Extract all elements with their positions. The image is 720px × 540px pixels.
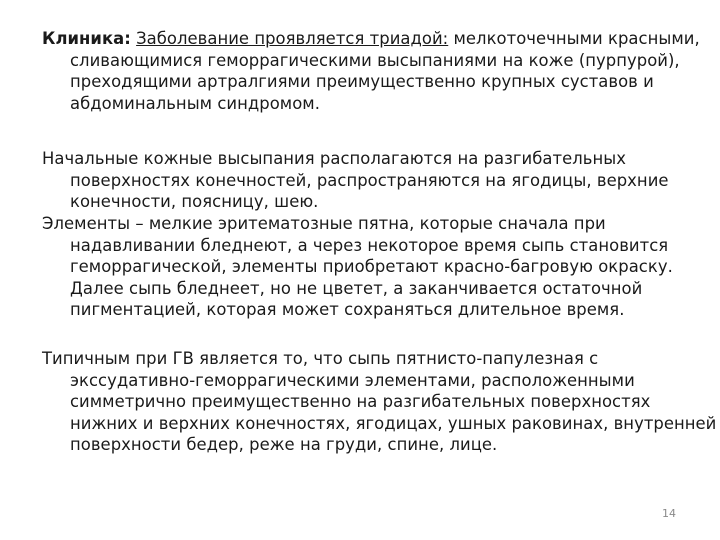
clinic-label: Клиника: (42, 29, 131, 48)
rash-elements-paragraph: Элементы – мелкие эритематозные пятна, которые сначала при надавливании бледнеют, а через некоторое время сыпь становится геморрагической, элементы приобретают красно-багровую окраску. Далее сыпь бледнеет, но не цветет, а заканчивается остаточной пигментацией, которая может сохраняться длительное время. (42, 214, 673, 319)
clinic-paragraph (42, 28, 720, 114)
clinic-underlined-text: Заболевание проявляется триадой: (136, 29, 449, 48)
clinic-text: мелкоточечными красными, сливающимися геморрагическими высыпаниями на коже (пурпурой), преходящими артралгиями преимущественно крупных суставов и абдоминальным синдромом. (70, 29, 700, 113)
rash-location-paragraph: Начальные кожные высыпания располагаются на разгибательных поверхностях конечностей, распространяются на ягодицы, верхние конечности, поясницу, шею. (42, 149, 669, 211)
typical-rash-paragraph: Типичным при ГВ является то, что сыпь пятнисто-папулезная с экссудативно-геморрагическими элементами, расположенными симметрично преимущественно на разгибательных поверхностях нижних и верхних конечностях, ягодицах, ушных раковинах, внутренней поверхности бедер, реже на груди, спине, лице. (42, 349, 717, 454)
page-number: 14 (662, 507, 676, 520)
